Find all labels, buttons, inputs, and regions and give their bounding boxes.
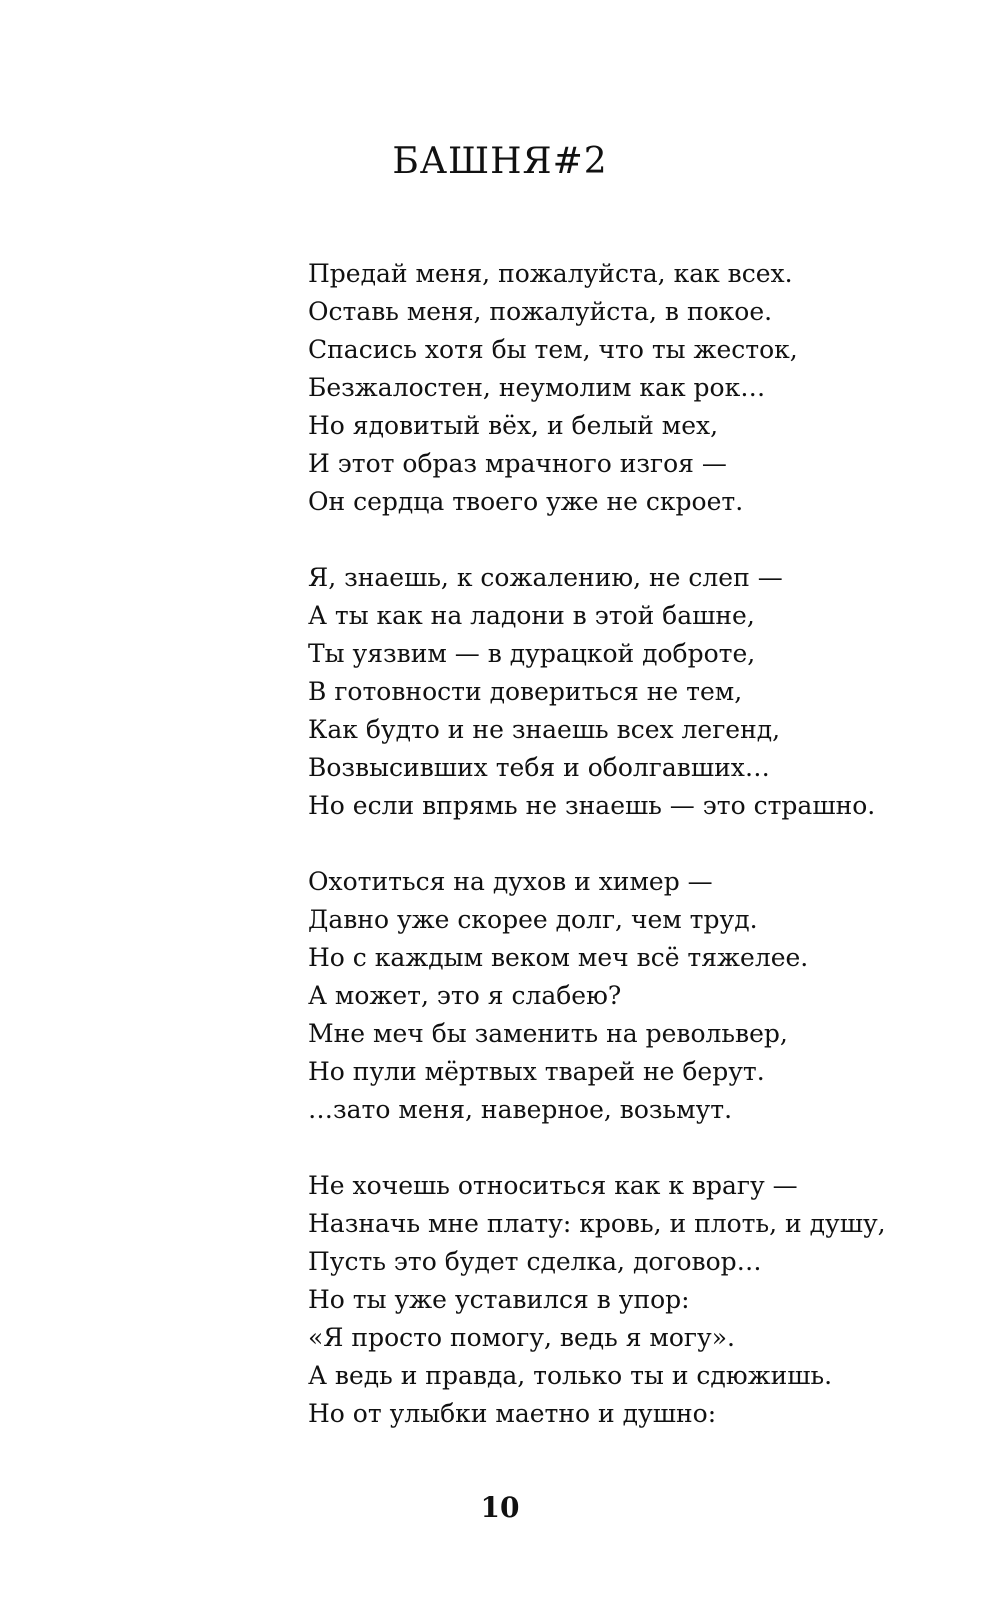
poem-line: Не хочешь относиться как к врагу — (308, 1171, 798, 1200)
poem-line: …зато меня, наверное, возьмут. (308, 1095, 733, 1124)
poem-line: И этот образ мрачного изгоя — (308, 449, 727, 478)
poem-line: Охотиться на духов и химер — (308, 867, 713, 896)
poem-line: Давно уже скорее долг, чем труд. (308, 905, 758, 934)
poem-line: Но ты уже уставился в упор: (308, 1285, 690, 1314)
stanza-2 (308, 559, 948, 825)
poem-line: Но от улыбки маетно и душно: (308, 1399, 717, 1428)
page-number: 10 (480, 1491, 520, 1524)
poem-line: Но ядовитый вёх, и белый мех, (308, 411, 719, 440)
poem-line: Он сердца твоего уже не скроет. (308, 487, 744, 516)
poem-line: Как будто и не знаешь всех легенд, (308, 715, 781, 744)
stanza-3 (308, 863, 948, 1129)
poem-line: А ведь и правда, только ты и сдюжишь. (308, 1361, 833, 1390)
poem-line: Мне меч бы заменить на револьвер, (308, 1019, 788, 1048)
stanza-1 (308, 255, 948, 521)
poem-line: А ты как на ладони в этой башне, (308, 601, 755, 630)
poem-line: Спасись хотя бы тем, что ты жесток, (308, 335, 798, 364)
poem (308, 255, 948, 1433)
poem-line: Но пули мёртвых тварей не берут. (308, 1057, 765, 1086)
poem-line: «Я просто помогу, ведь я могу». (308, 1323, 735, 1352)
poem-line: Ты уязвим — в дурацкой доброте, (308, 639, 756, 668)
poem-line: Безжалостен, неумолим как рок… (308, 373, 766, 402)
poem-line: Я, знаешь, к сожалению, не слеп — (308, 563, 783, 592)
poem-line: Но если впрямь не знаешь — это страшно. (308, 791, 876, 820)
poem-line: Возвысивших тебя и оболгавших… (308, 753, 770, 782)
page-title: БАШНЯ#2 (392, 141, 608, 182)
poem-line: В готовности довериться не тем, (308, 677, 743, 706)
poem-line: Предай меня, пожалуйста, как всех. (308, 259, 793, 288)
poem-line: Назначь мне плату: кровь, и плоть, и душу, (308, 1209, 886, 1238)
stanza-4 (308, 1167, 948, 1433)
poem-line: Оставь меня, пожалуйста, в покое. (308, 297, 773, 326)
poem-line: А может, это я слабею? (308, 981, 622, 1010)
poem-line: Пусть это будет сделка, договор… (308, 1247, 762, 1276)
poem-line: Но с каждым веком меч всё тяжелее. (308, 943, 809, 972)
